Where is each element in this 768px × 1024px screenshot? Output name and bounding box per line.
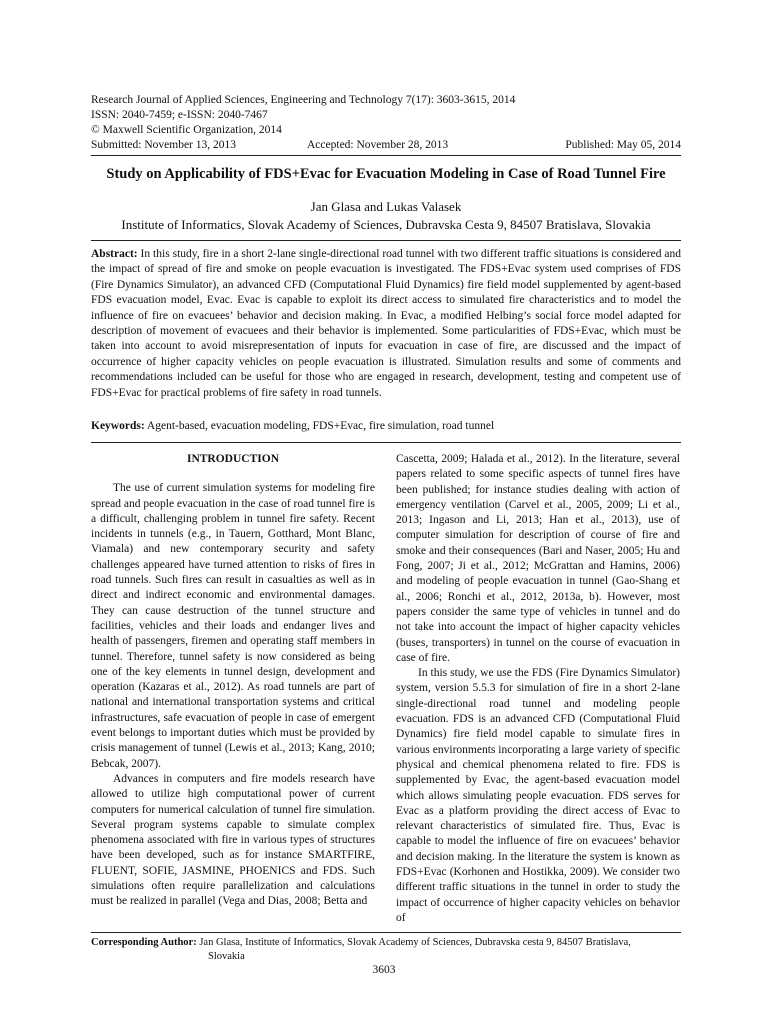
footnote-rule [91,932,681,933]
right-column [396,452,680,926]
keywords-text: Agent-based, evacuation modeling, FDS+Evac, fire simulation, road tunnel [144,420,495,432]
keywords-label: Keywords: [91,420,145,432]
accepted-date: Accepted: November 28, 2013 [307,139,449,151]
issn-line: ISSN: 2040-7459; e-ISSN: 2040-7467 [91,109,268,121]
corresponding-author-footnote [91,936,681,964]
affiliation: Institute of Informatics, Slovak Academy of Sciences, Dubravska Cesta 9, 84507 Bratislava, Slovakia [121,217,651,232]
footnote-text: Jan Glasa, Institute of Informatics, Slovak Academy of Sciences, Dubravska cesta 9, 84507 Bratislava, [196,937,631,948]
submitted-date: Submitted: November 13, 2013 [91,139,237,151]
keywords [91,420,681,432]
paper-title: Study on Applicability of FDS+Evac for Evacuation Modeling in Case of Road Tunnel Fire [106,166,666,182]
page-number: 3603 [372,964,396,976]
published-date: Published: May 05, 2014 [565,139,681,151]
right-paragraph-2: In this study, we use the FDS (Fire Dynamics Simulator) system, version 5.5.3 for simulation of fire in a short 2-lane single-directional road tunnel and modeling people evacuation. FDS is an advanced CFD (Computational Fluid Dynamics) fire field model capable to simulate fires in various environments incorporating a large variety of specific physical and chemical phenomena related to fire. FDS is supplemented by Evac, the agent-based evacuation model which allows simulating people evacuation. FDS serves for Evac as a platform providing the direct access of Evac to relevant characteristics of simulated fire. Thus, Evac is capable to model the influence of fire on evacuees’ behavior and decision making. In the literature the system is known as FDS+Evac (Korhonen and Hostikka, 2009). We consider two different traffic situations in the tunnel in order to study the impact of occurrence of higher capacity vehicles on behavior of [396,667,680,924]
left-paragraph-1: The use of current simulation systems for modeling fire spread and people evacuation in the case of road tunnel fire is a difficult, challenging problem in tunnel fire safety. Recent incidents in tunnels (e.g., in Tauern, Gotthard, Mont Blanc, Viamala) and new contemporary security and safety challenges appeared have turned attention to risks of fires in road tunnels. Such fires can result in casualties as well as in direct and indirect economic and environmental damages. They can cause destruction of the tunnel structure and facilities, vehicles and their loads and endanger lives and health of passengers, firemen and operating staff members in tunnel. Therefore, tunnel safety is now considered as being one of the key elements in tunnel design, development and operation (Kazaras et al., 2012). As road tunnels are part of national and international transportation systems and critical infrastructures, safe evacuation of people in case of emergent event belongs to important duties which must be provided by crisis management of tunnel (Lewis et al., 2013; Kang, 2010; Bebcak, 2007). [91,482,375,770]
section-heading-introduction: INTRODUCTION [186,453,279,465]
left-paragraph-2: Advances in computers and fire models research have allowed to utilize high computational power of current computers for numerical calculation of tunnel fire simulation. Several program systems capable to simulate complex phenomena associated with fire in various types of structures have been developed, such as for instance SMARTFIRE, FLUENT, SOFIE, JASMINE, PHOENICS and FDS. Such simulations often require parallelization and calculations must be realized in parallel (Vega and Dias, 2008; Betta and [91,772,375,908]
copyright-line: © Maxwell Scientific Organization, 2014 [91,124,282,136]
footnote-label: Corresponding Author: [91,937,197,948]
authors: Jan Glasa and Lukas Valasek [310,199,462,214]
left-column [91,452,375,910]
abstract [91,247,681,401]
footnote-line-2: Slovakia [208,951,245,962]
abstract-top-rule [91,240,681,241]
abstract-label: Abstract: [91,248,138,260]
dates-row [91,138,681,156]
right-paragraph-1: Cascetta, 2009; Halada et al., 2012). In the literature, several papers related to some specific aspects of tunnel fires have been published; for instance studies dealing with action of emergency ventilation (Carvel et al., 2005, 2009; Li et al., 2013; Ingason and Li, 2013; Han et al., 2013), use of computer simulation for description of course of fire and smoke and their consequences (Bari and Naser, 2005; Hu and Fong, 2007; Ji et al., 2012; McGrattan and Hamins, 2006) and modeling of people evacuation in tunnel (Gao-Shang et al., 2006; Ronchi et al., 2012, 2013a, b). However, most papers consider the same type of vehicles in tunnel and do not take into account the impact of higher capacity vehicles (buses, transporters) in tunnel on the course of evacuation in case of fire. [396,453,680,664]
journal-line: Research Journal of Applied Sciences, Engineering and Technology 7(17): 3603-3615, 2014 [91,94,516,106]
journal-header [91,93,681,156]
abstract-text: In this study, fire in a short 2-lane single-directional road tunnel with two different traffic situations is considered and the impact of spread of fire and smoke on people evacuation is investigated. The FDS+Evac system used comprises of FDS (Fire Dynamics Simulator), an advanced CFD (Computational Fluid Dynamics) fire field model supplemented by agent-based FDS evacuation model, Evac. Evac is capable to exploit its direct access to simulated fire characteristics and to model the influence of fire on evacuees’ behavior and decision making. In Evac, a modified Helbing’s social force model adapted for description of movement of evacuees and their behavior is implemented. Some particularities of FDS+Evac, which must be taken into account to avoid misrepresentation of inputs for evacuation in case of fire, are discussed and the impact of occurrence of higher capacity vehicles on people evacuation is illustrated. Simulation results and some of comments and recommendations included can be useful for those who are engaged in research, development, testing and competent use of FDS+Evac for practical problems of fire safety in road tunnels. [91,248,681,399]
keywords-bottom-rule [91,442,681,443]
